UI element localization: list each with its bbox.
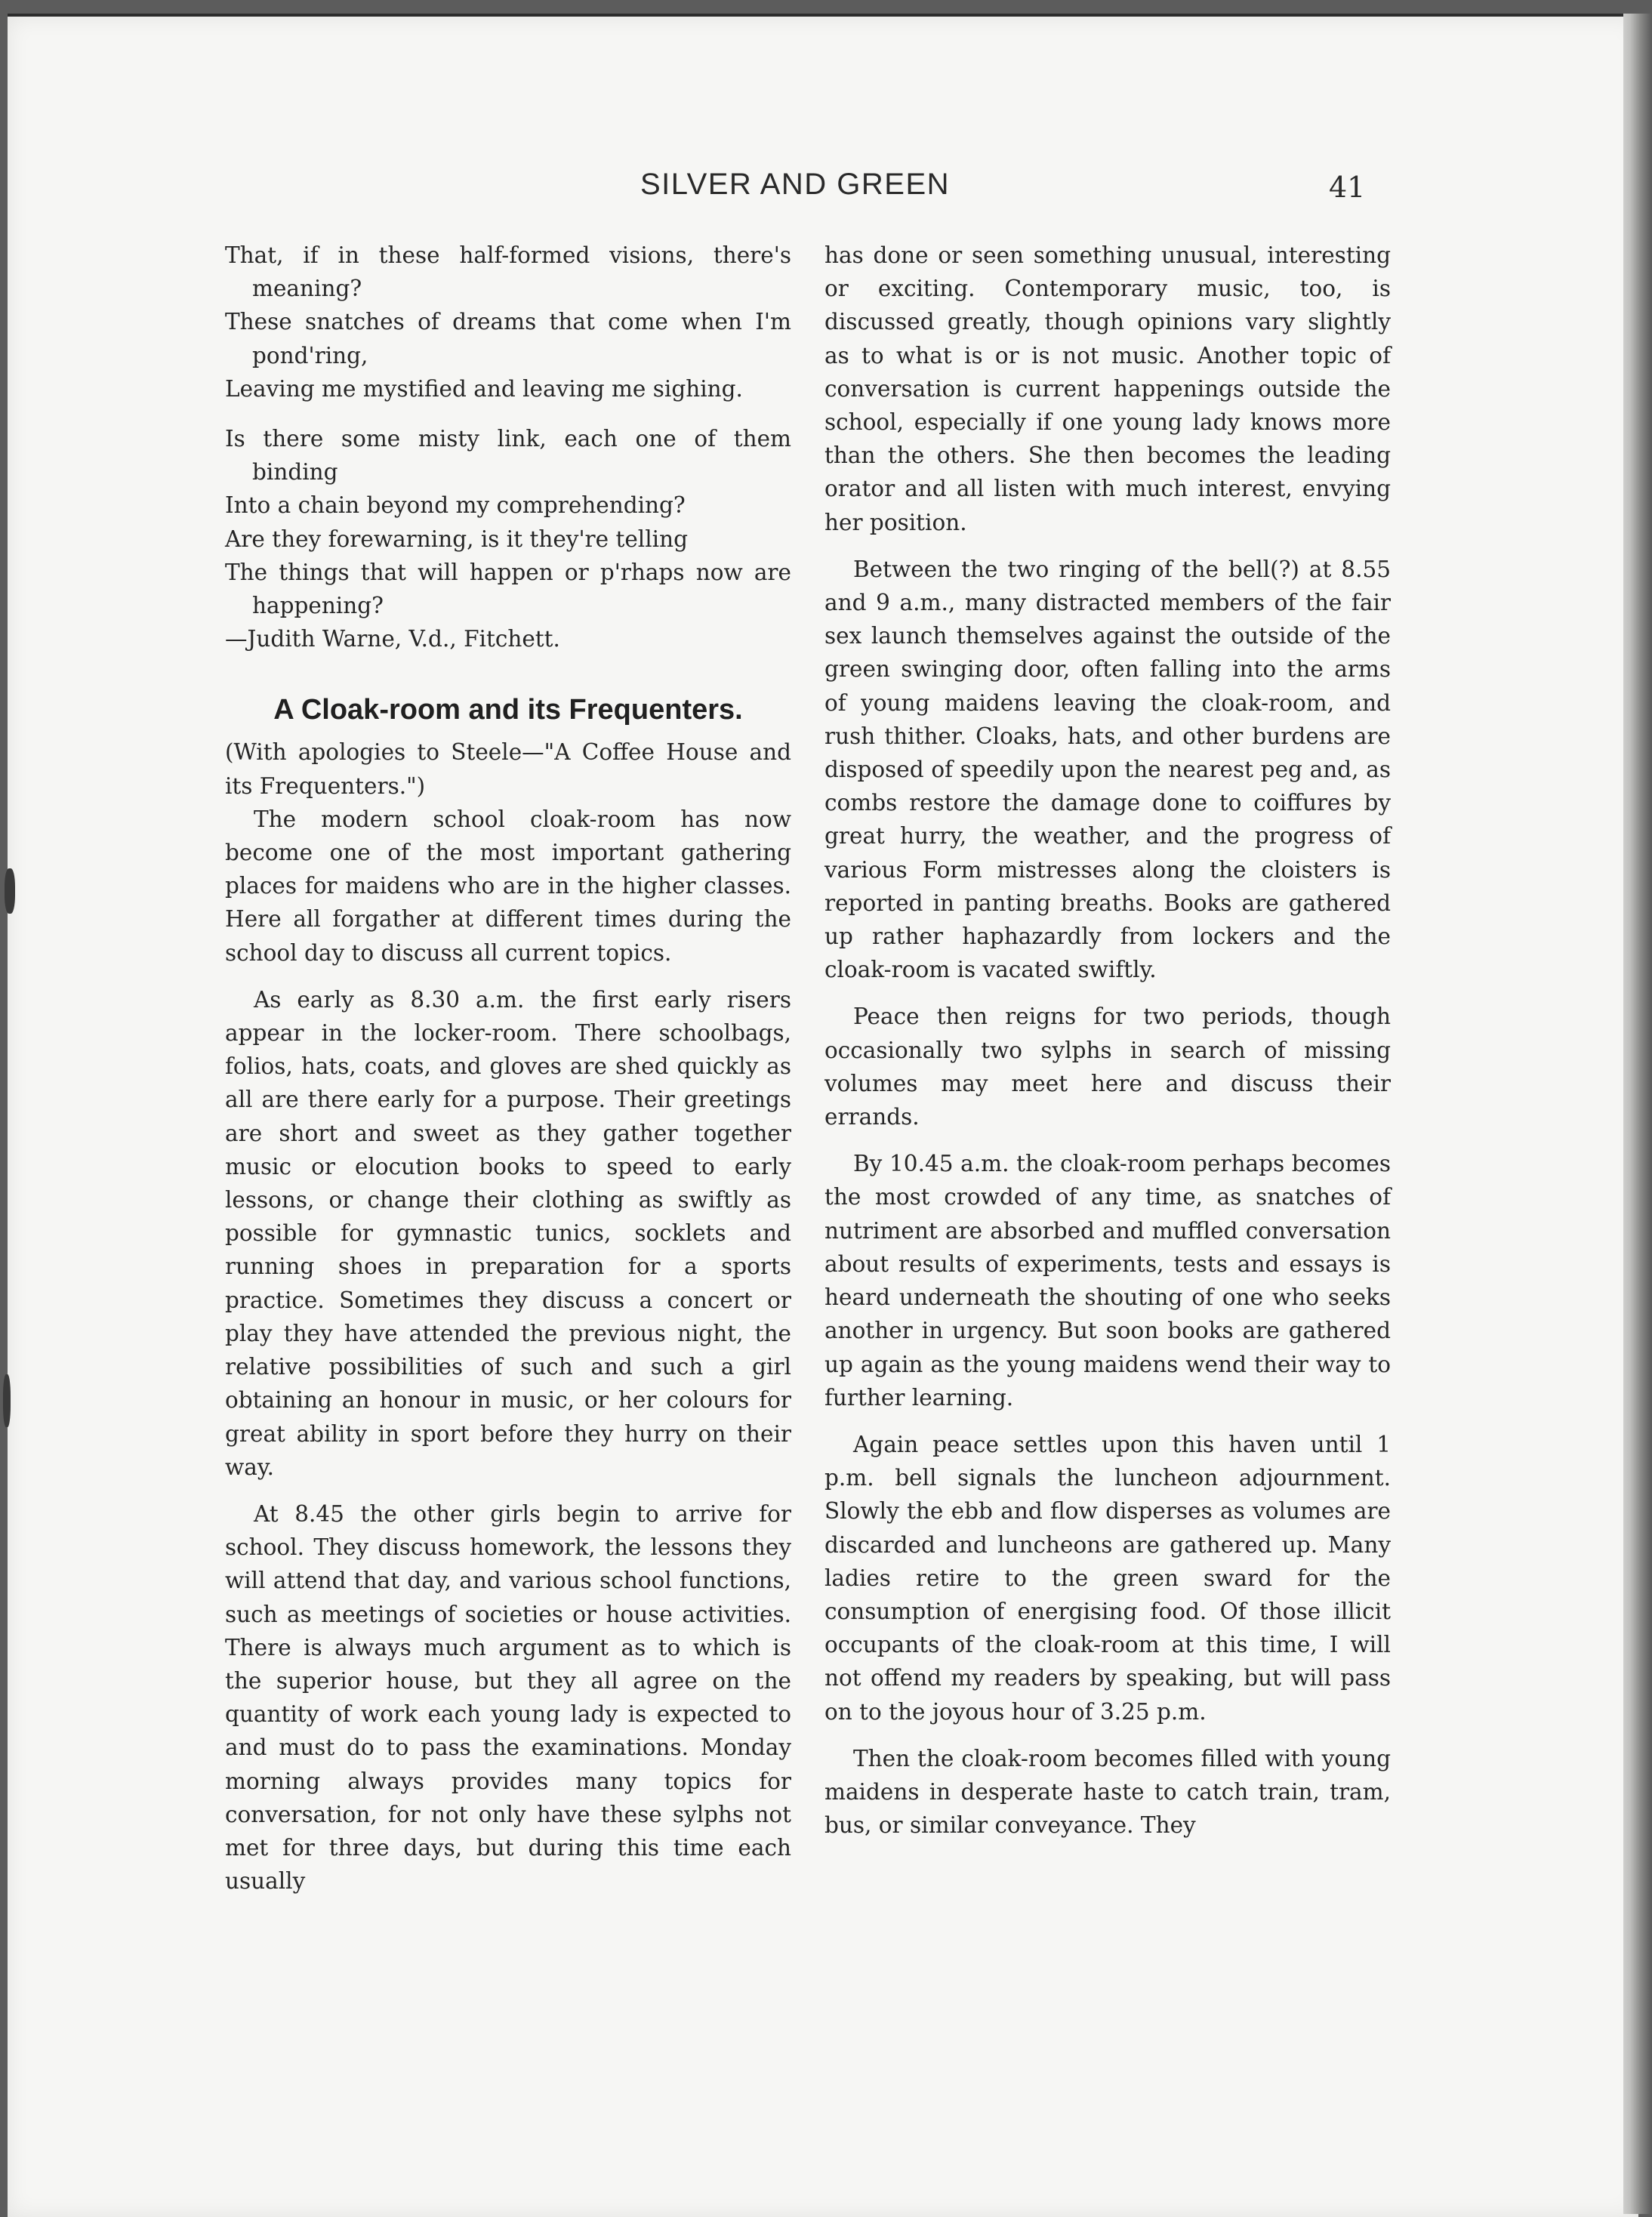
- page-edge-shadow: [1623, 14, 1652, 2214]
- paragraph-continuation: has done or seen something unusual, interesting or exciting. Contemporary music, too, is discussed greatly, though opinions vary slightly as to what is or is not music. Another topic of conversation is current happenings outside the school, especially if one young lady knows more than the others. She then becomes the leading orator and all listen with much interest, envying her position.: [824, 242, 1391, 535]
- left-column: [225, 239, 791, 1911]
- page-number: 41: [1329, 171, 1366, 204]
- binding-mark: [3, 1374, 11, 1427]
- right-column: [824, 239, 1391, 1855]
- poem-line: Leaving me mystified and leaving me sighing.: [225, 375, 743, 402]
- poem-line: Into a chain beyond my comprehending?: [225, 492, 686, 519]
- paragraph: Again peace settles upon this haven until 1 p.m. bell signals the luncheon adjournment. Slowly the ebb and flow disperses as volumes are discarded and luncheons are gathered up. Many ladies retire to the green sward for the consumption of energising food. Of those illicit occupants of the cloak-room at this time, I will not offend my readers by speaking, but will pass on to the joyous hour of 3.25 p.m.: [824, 1431, 1391, 1725]
- article-subtitle: (With apologies to Steele—"A Coffee House and its Frequenters."): [225, 739, 791, 799]
- poem-line: Is there some misty link, each one of them binding: [225, 426, 791, 486]
- binding-mark: [5, 868, 15, 914]
- running-header: SILVER AND GREEN: [640, 168, 951, 201]
- poem-attribution: —Judith Warne, V.d., Fitchett.: [225, 626, 560, 652]
- poem-line: These snatches of dreams that come when I'm pond'ring,: [225, 309, 791, 368]
- poem-line: Are they forewarning, is it they're telling: [225, 526, 688, 552]
- poem-line: That, if in these half-formed visions, there's meaning?: [225, 242, 791, 302]
- paragraph: As early as 8.30 a.m. the first early risers appear in the locker-room. There schoolbags, folios, hats, coats, and gloves are shed quickly as all are there early for a purpose. Their greetings are short and sweet as they gather together music or elocution books to speed to early lessons, or change their clothing as swiftly as possible for gymnastic tunics, socklets and running shoes in preparation for a sports practice. Sometimes they discuss a concert or play they have attended the previous night, the relative possibilities of such and such a girl obtaining an honour in music, or her colours for great ability in sport before they hurry on their way.: [225, 986, 791, 1480]
- poem-line: The things that will happen or p'rhaps now are happening?: [225, 559, 791, 619]
- poem: [225, 239, 791, 655]
- paragraph: Then the cloak-room becomes filled with young maidens in desperate haste to catch train, tram, bus, or similar conveyance. They: [824, 1745, 1391, 1839]
- paragraph: The modern school cloak-room has now become one of the most important gathering places for maidens who are in the higher classes. Here all forgather at different times during the school day to discuss all current topics.: [225, 806, 791, 966]
- paragraph: Between the two ringing of the bell(?) at 8.55 and 9 a.m., many distracted members of the fair sex launch themselves against the outside of the green swinging door, often falling into the arms of young maidens leaving the cloak-room, and rush thither. Cloaks, hats, and other burdens are disposed of speedily upon the nearest peg and, as combs restore the damage done to coiffures by great hurry, the weather, and the progress of various Form mistresses along the cloisters is reported in panting breaths. Books are gathered up rather haphazardly from lockers and the cloak-room is vacated swiftly.: [824, 556, 1391, 983]
- article-title: A Cloak-room and its Frequenters.: [273, 694, 743, 726]
- paragraph: Peace then reigns for two periods, though occasionally two sylphs in search of missing volumes may meet here and discuss their errands.: [824, 1004, 1391, 1130]
- paragraph: At 8.45 the other girls begin to arrive for school. They discuss homework, the lessons they will attend that day, and various school functions, such as meetings of societies or house activities. There is always much argument as to which is the superior house, but they all agree on the quantity of work each young lady is expected to and must do to pass the examinations. Monday morning always provides many topics for conversation, for not only have these sylphs not met for three days, but during this time each usually: [225, 1500, 791, 1895]
- paragraph: By 10.45 a.m. the cloak-room perhaps becomes the most crowded of any time, as snatches of nutriment are absorbed and muffled conversation about results of experiments, tests and essays is heard underneath the shouting of one who seeks another in urgency. But soon books are gathered up again as the young maidens wend their way to further learning.: [824, 1151, 1391, 1411]
